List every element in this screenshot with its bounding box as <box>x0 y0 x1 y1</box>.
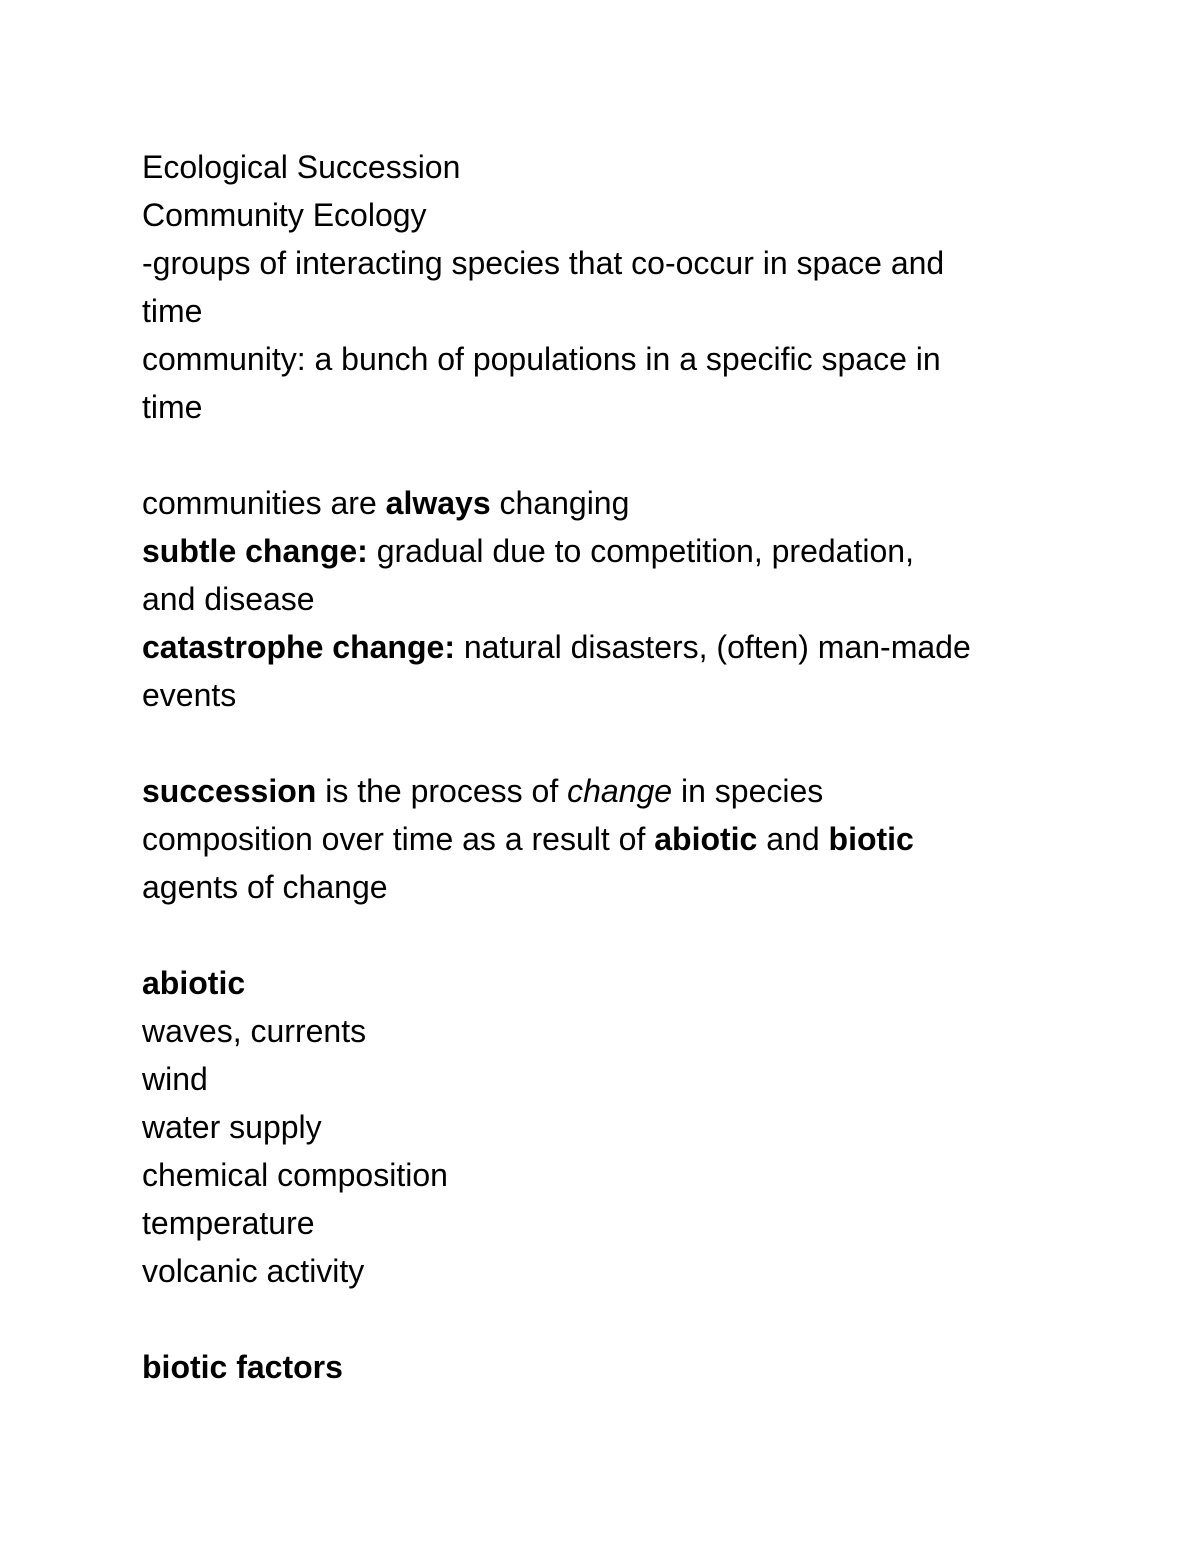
subtle-change-label: subtle change: <box>142 533 368 569</box>
succession-definition-line <box>142 767 1072 815</box>
catastrophe-change-line <box>142 623 1072 671</box>
text-run: composition over time as a result of <box>142 821 655 857</box>
catastrophe-change-label: catastrophe change: <box>142 629 455 665</box>
abiotic-list-item: waves, currents <box>142 1013 367 1049</box>
abiotic-term: abiotic <box>654 821 758 857</box>
definition-line: time <box>142 293 203 329</box>
abiotic-list-item: water supply <box>142 1109 322 1145</box>
text-run: in species <box>672 773 824 809</box>
community-definition-line: time <box>142 389 203 425</box>
biotic-factors-heading-text: biotic factors <box>142 1349 343 1385</box>
text-run: changing <box>490 485 630 521</box>
document-body <box>142 143 1072 1391</box>
succession-definition-line <box>142 815 1072 863</box>
blank-line <box>142 911 1072 959</box>
blank-line <box>142 719 1072 767</box>
document-subtitle: Community Ecology <box>142 197 427 233</box>
biotic-term: biotic <box>828 821 914 857</box>
succession-definition-line: agents of change <box>142 869 388 905</box>
emphasis-change: change <box>567 773 673 809</box>
emphasis-always: always <box>385 485 491 521</box>
text-run: gradual due to competition, predation, <box>367 533 914 569</box>
abiotic-list-item: volcanic activity <box>142 1253 365 1289</box>
blank-line <box>142 1295 1072 1343</box>
abiotic-heading <box>142 959 1072 1007</box>
catastrophe-change-line: events <box>142 677 237 713</box>
abiotic-list-item: chemical composition <box>142 1157 448 1193</box>
succession-term: succession <box>142 773 317 809</box>
abiotic-list-item: wind <box>142 1061 208 1097</box>
subtle-change-line <box>142 527 1072 575</box>
subtle-change-line: and disease <box>142 581 315 617</box>
abiotic-heading-text: abiotic <box>142 965 246 1001</box>
text-run: is the process of <box>316 773 568 809</box>
text-run: natural disasters, (often) man-made <box>454 629 971 665</box>
blank-line <box>142 431 1072 479</box>
changing-statement <box>142 479 1072 527</box>
community-definition-line: community: a bunch of populations in a specific space in <box>142 341 941 377</box>
biotic-factors-heading <box>142 1343 1072 1391</box>
text-run: communities are <box>142 485 386 521</box>
text-run: and <box>757 821 829 857</box>
definition-line: -groups of interacting species that co-occur in space and <box>142 245 945 281</box>
abiotic-list-item: temperature <box>142 1205 315 1241</box>
document-title: Ecological Succession <box>142 149 461 185</box>
